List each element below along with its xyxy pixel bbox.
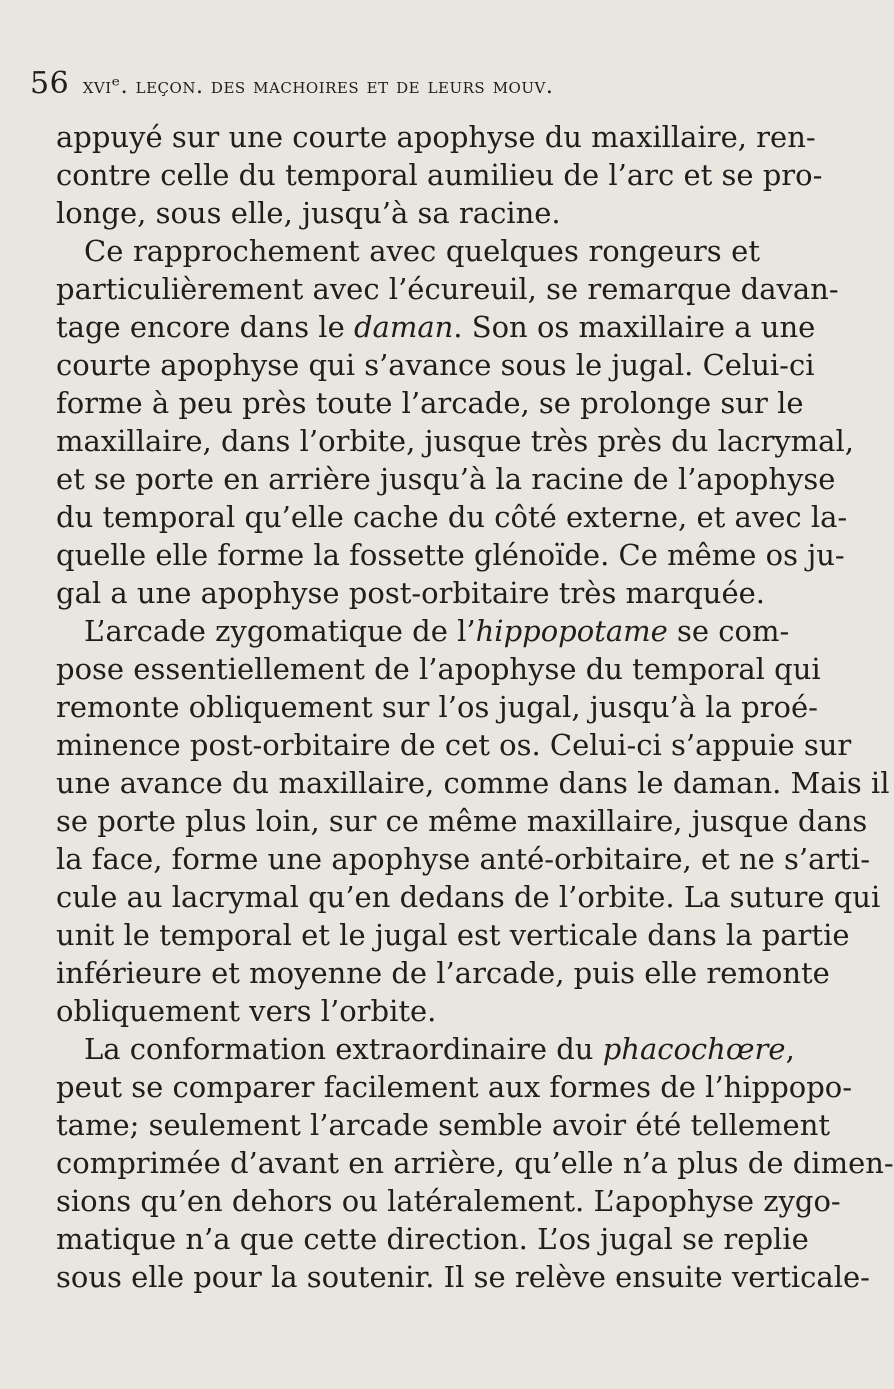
text-line: obliquement vers l’orbite. <box>56 994 437 1028</box>
body-text <box>56 118 894 1296</box>
text-line: maxillaire, dans l’orbite, jusque très près du lacrymal, <box>56 424 854 458</box>
text-line: courte apophyse qui s’avance sous le jugal. Celui-ci <box>56 348 815 382</box>
text-line: une avance du maxillaire, comme dans le daman. Mais il <box>56 766 890 800</box>
text-line: tage encore dans le daman. Son os maxillaire a une <box>56 310 816 344</box>
text-line: gal a une apophyse post-orbitaire très marquée. <box>56 576 765 610</box>
text-line: L’arcade zygomatique de l’hippopotame se com- <box>84 614 790 648</box>
text-line: sous elle pour la soutenir. Il se relève ensuite verticale- <box>56 1260 870 1294</box>
text-line: contre celle du temporal aumilieu de l’arc et se pro- <box>56 158 823 192</box>
text-line: inférieure et moyenne de l’arcade, puis elle remonte <box>56 956 830 990</box>
text-line: La conformation extraordinaire du phacochœre, <box>84 1032 795 1066</box>
text-line: pose essentiellement de l’apophyse du temporal qui <box>56 652 821 686</box>
text-line: comprimée d’avant en arrière, qu’elle n’a plus de dimen- <box>56 1146 894 1180</box>
text-line: remonte obliquement sur l’os jugal, jusqu’à la proé- <box>56 690 818 724</box>
text-line: sions qu’en dehors ou latéralement. L’apophyse zygo- <box>56 1184 841 1218</box>
text-line: cule au lacrymal qu’en dedans de l’orbite. La suture qui <box>56 880 881 914</box>
text-line: la face, forme une apophyse anté-orbitaire, et ne s’arti- <box>56 842 871 876</box>
text-line: particulièrement avec l’écureuil, se remarque davan- <box>56 272 839 306</box>
running-title: xviᵉ. leçon. des machoires et de leurs mouv. <box>82 74 554 99</box>
text-line: tame; seulement l’arcade semble avoir été tellement <box>56 1108 831 1142</box>
page-number: 56 <box>30 66 70 101</box>
text-line: appuyé sur une courte apophyse du maxillaire, ren- <box>56 120 816 154</box>
text-line: longe, sous elle, jusqu’à sa racine. <box>56 196 561 230</box>
page-header <box>30 66 790 101</box>
text-line: minence post-orbitaire de cet os. Celui-ci s’appuie sur <box>56 728 852 762</box>
text-line: du temporal qu’elle cache du côté externe, et avec la- <box>56 500 848 534</box>
text-line: et se porte en arrière jusqu’à la racine de l’apophyse <box>56 462 836 496</box>
text-line: forme à peu près toute l’arcade, se prolonge sur le <box>56 386 804 420</box>
text-line: quelle elle forme la fossette glénoïde. Ce même os ju- <box>56 538 845 572</box>
text-line: unit le temporal et le jugal est verticale dans la partie <box>56 918 850 952</box>
text-line: matique n’a que cette direction. L’os jugal se replie <box>56 1222 809 1256</box>
text-line: se porte plus loin, sur ce même maxillaire, jusque dans <box>56 804 868 838</box>
text-line: Ce rapprochement avec quelques rongeurs et <box>84 234 760 268</box>
text-line: peut se comparer facilement aux formes de l’hippopo- <box>56 1070 853 1104</box>
